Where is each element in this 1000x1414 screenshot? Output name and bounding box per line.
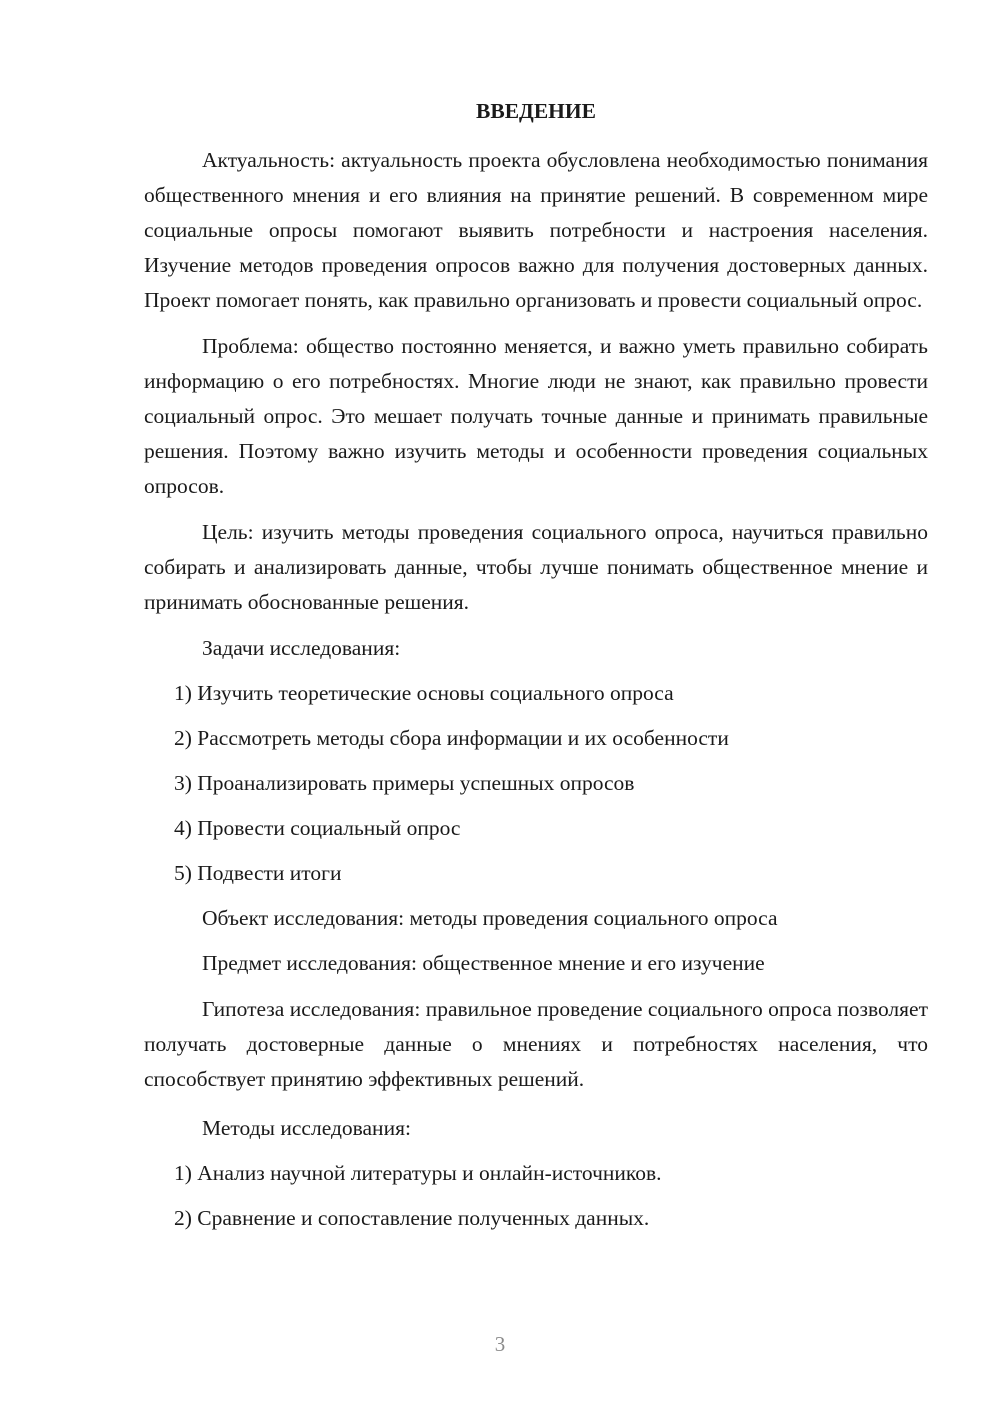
- object-line: Объект исследования: методы проведения социального опроса: [202, 906, 778, 930]
- list-item: 4) Провести социальный опрос: [174, 816, 461, 840]
- methods-label: Методы исследования:: [202, 1116, 411, 1140]
- page-title: ВВЕДЕНИЕ: [476, 99, 596, 123]
- hypothesis-paragraph: Гипотеза исследования: правильное проведение социального опроса позволяет получать достоверные данные о мнениях и потребностях населения, что способствует принятию эффективных решений.: [144, 997, 928, 1091]
- list-item: 2) Рассмотреть методы сбора информации и их особенности: [174, 726, 729, 750]
- problem-paragraph: Проблема: общество постоянно меняется, и важно уметь правильно собирать информацию о его потребностях. Многие люди не знают, как правильно провести социальный опрос. Это мешает получать точные данные и принимать правильные решения. Поэтому важно изучить методы и особенности проведения социальных опросов.: [144, 334, 928, 498]
- list-item: 2) Сравнение и сопоставление полученных данных.: [174, 1206, 650, 1230]
- list-item: 3) Проанализировать примеры успешных опросов: [174, 771, 635, 795]
- methods-list: [144, 1156, 928, 1236]
- list-item: 1) Анализ научной литературы и онлайн-источников.: [174, 1161, 662, 1185]
- document-page: [144, 94, 928, 1236]
- list-item: 1) Изучить теоретические основы социального опроса: [174, 681, 674, 705]
- relevance-paragraph: Актуальность: актуальность проекта обусловлена необходимостью понимания общественного мнения и его влияния на принятие решений. В современном мире социальные опросы помогают выявить потребности и настроения населения. Изучение методов проведения опросов важно для получения достоверных данных. Проект помогает понять, как правильно организовать и провести социальный опрос.: [144, 148, 928, 312]
- page-number: 3: [494, 1332, 506, 1356]
- list-item: 5) Подвести итоги: [174, 861, 342, 885]
- subject-line: Предмет исследования: общественное мнение и его изучение: [202, 951, 765, 975]
- tasks-list: [144, 676, 928, 891]
- goal-paragraph: Цель: изучить методы проведения социального опроса, научиться правильно собирать и анализировать данные, чтобы лучше понимать общественное мнение и принимать обоснованные решения.: [144, 520, 928, 614]
- tasks-label: Задачи исследования:: [202, 636, 401, 660]
